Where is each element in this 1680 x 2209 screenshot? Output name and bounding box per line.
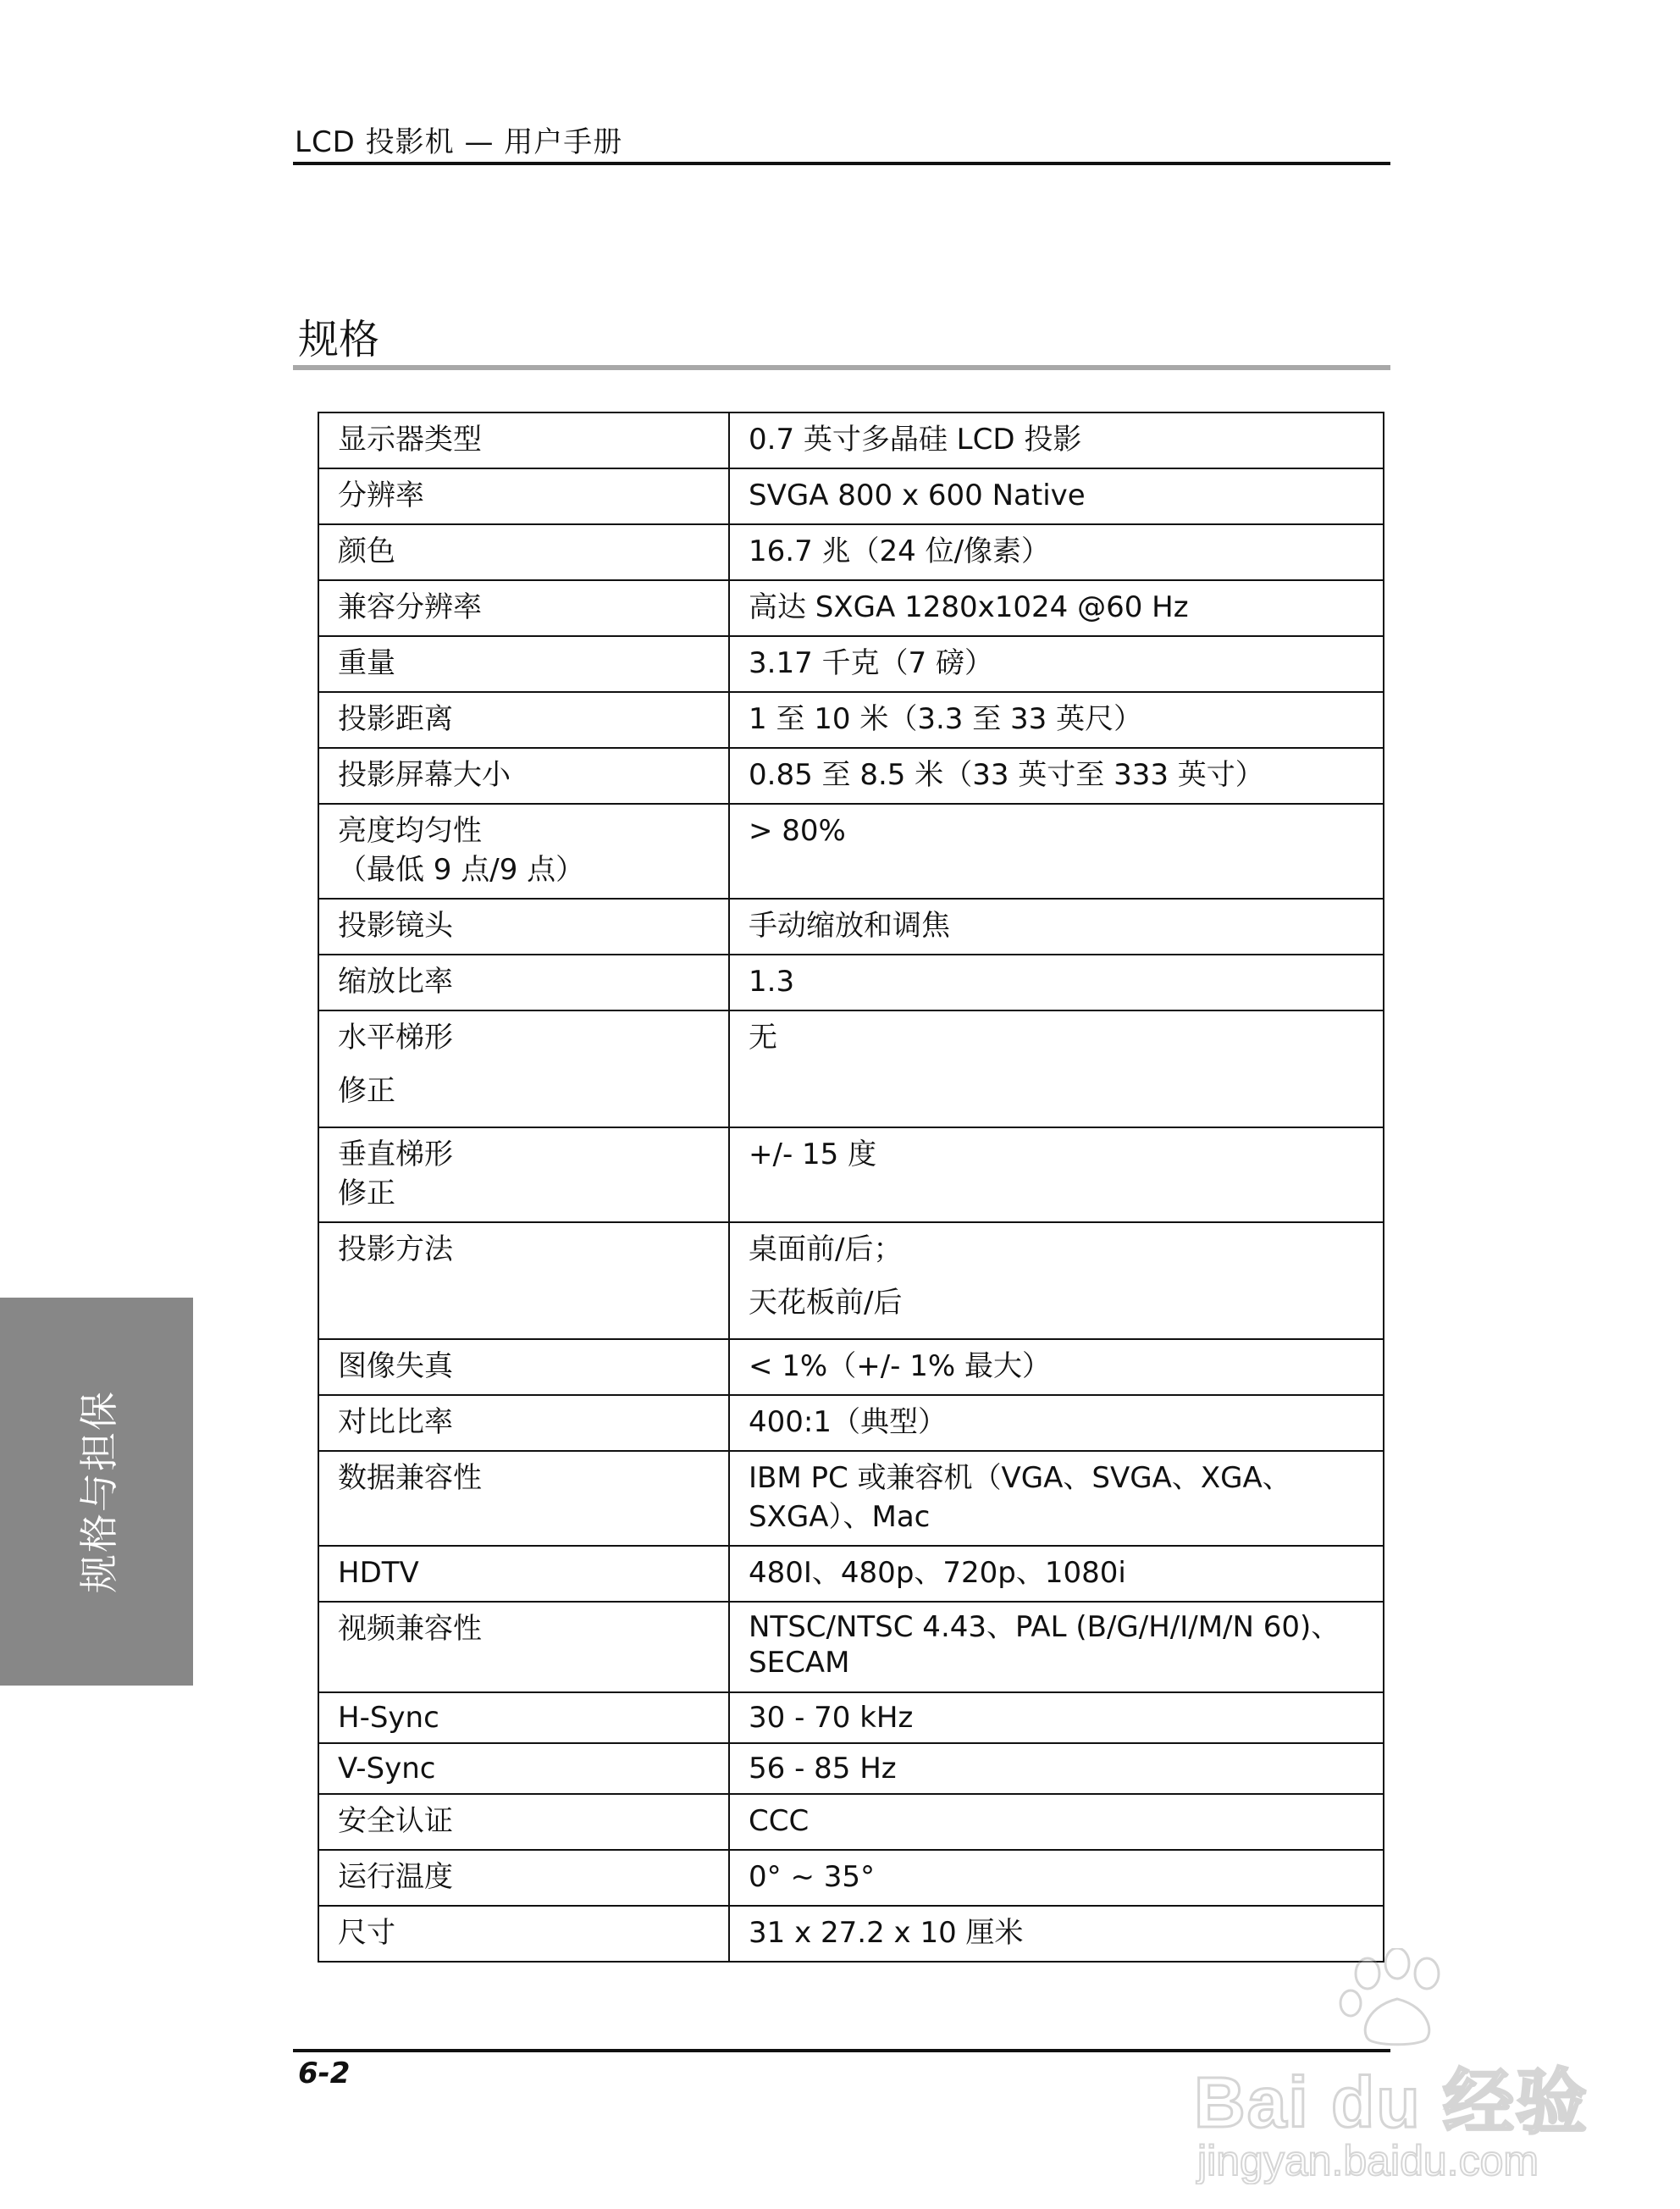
spec-value: 400:1（典型）	[729, 1395, 1384, 1451]
spec-label: 数据兼容性	[318, 1451, 729, 1546]
spec-row	[318, 692, 1384, 748]
spec-row	[318, 636, 1384, 692]
spec-value: SVGA 800 x 600 Native	[729, 468, 1384, 524]
spec-row	[318, 1794, 1384, 1850]
spec-label: 投影镜头	[318, 899, 729, 955]
spec-label: 投影距离	[318, 692, 729, 748]
spec-row	[318, 1127, 1384, 1222]
chapter-side-tab-label: 规格与担保	[76, 1390, 122, 1593]
baidu-watermark	[1194, 1948, 1600, 2202]
spec-value: CCC	[729, 1794, 1384, 1850]
spec-row	[318, 955, 1384, 1010]
spec-row	[318, 1451, 1384, 1546]
spec-label: 缩放比率	[318, 955, 729, 1010]
spec-label: 分辨率	[318, 468, 729, 524]
spec-value: 30 - 70 kHz	[729, 1692, 1384, 1743]
spec-row	[318, 580, 1384, 636]
spec-label: 亮度均匀性 （最低 9 点/9 点）	[318, 804, 729, 899]
spec-row	[318, 1743, 1384, 1794]
spec-label: 显示器类型	[318, 412, 729, 468]
spec-value: +/- 15 度	[729, 1127, 1384, 1222]
spec-label: H-Sync	[318, 1692, 729, 1743]
spec-label: 垂直梯形 修正	[318, 1127, 729, 1222]
spec-value: 手动缩放和调焦	[729, 899, 1384, 955]
spec-value: 高达 SXGA 1280x1024 @60 Hz	[729, 580, 1384, 636]
spec-label: 尺寸	[318, 1906, 729, 1962]
spec-value: > 80%	[729, 804, 1384, 899]
spec-row	[318, 468, 1384, 524]
spec-row	[318, 524, 1384, 580]
spec-row	[318, 1222, 1384, 1339]
spec-value: 0.85 至 8.5 米（33 英寸至 333 英寸）	[729, 748, 1384, 804]
spec-label: HDTV	[318, 1546, 729, 1602]
spec-value: 1.3	[729, 955, 1384, 1010]
spec-label: 对比比率	[318, 1395, 729, 1451]
spec-row	[318, 1602, 1384, 1692]
spec-row	[318, 1010, 1384, 1127]
section-rule	[293, 365, 1390, 370]
spec-label: 兼容分辨率	[318, 580, 729, 636]
chapter-side-tab	[0, 1298, 193, 1686]
spec-label: 运行温度	[318, 1850, 729, 1906]
spec-row	[318, 804, 1384, 899]
spec-label: 图像失真	[318, 1339, 729, 1395]
spec-value: 1 至 10 米（3.3 至 33 英尺）	[729, 692, 1384, 748]
spec-label: 安全认证	[318, 1794, 729, 1850]
spec-row	[318, 1692, 1384, 1743]
spec-value: 桌面前/后； 天花板前/后	[729, 1222, 1384, 1339]
spec-value: < 1%（+/- 1% 最大）	[729, 1339, 1384, 1395]
spec-label: 水平梯形 修正	[318, 1010, 729, 1127]
page-number: 6-2	[298, 2057, 351, 2090]
spec-row	[318, 412, 1384, 468]
spec-value: 3.17 千克（7 磅）	[729, 636, 1384, 692]
spec-value: 480I、480p、720p、1080i	[729, 1546, 1384, 1602]
spec-label: 重量	[318, 636, 729, 692]
spec-row	[318, 1546, 1384, 1602]
spec-value: 31 x 27.2 x 10 厘米	[729, 1906, 1384, 1962]
spec-value: NTSC/NTSC 4.43、PAL (B/G/H/I/M/N 60)、 SECAM	[729, 1602, 1384, 1692]
spec-value: 16.7 兆（24 位/像素）	[729, 524, 1384, 580]
spec-label: 投影方法	[318, 1222, 729, 1339]
spec-value: IBM PC 或兼容机（VGA、SVGA、XGA、 SXGA）、Mac	[729, 1451, 1384, 1546]
spec-row	[318, 899, 1384, 955]
spec-row	[318, 1339, 1384, 1395]
document-header-title: LCD 投影机 — 用户手册	[295, 125, 623, 159]
watermark-url: jingyan.baidu.com	[1197, 2137, 1539, 2184]
section-title: 规格	[298, 316, 380, 363]
spec-label: 视频兼容性	[318, 1602, 729, 1692]
spec-value: 无	[729, 1010, 1384, 1127]
spec-value: 56 - 85 Hz	[729, 1743, 1384, 1794]
spec-label: 颜色	[318, 524, 729, 580]
spec-value: 0° ~ 35°	[729, 1850, 1384, 1906]
spec-label: V-Sync	[318, 1743, 729, 1794]
spec-row	[318, 1395, 1384, 1451]
header-rule	[293, 162, 1390, 165]
paw-logo-icon	[1334, 1948, 1461, 2050]
spec-label: 投影屏幕大小	[318, 748, 729, 804]
spec-row	[318, 1850, 1384, 1906]
spec-table	[318, 412, 1384, 1963]
spec-value: 0.7 英寸多晶硅 LCD 投影	[729, 412, 1384, 468]
spec-row	[318, 748, 1384, 804]
watermark-logo-text: Bai du 经验	[1194, 2062, 1589, 2142]
